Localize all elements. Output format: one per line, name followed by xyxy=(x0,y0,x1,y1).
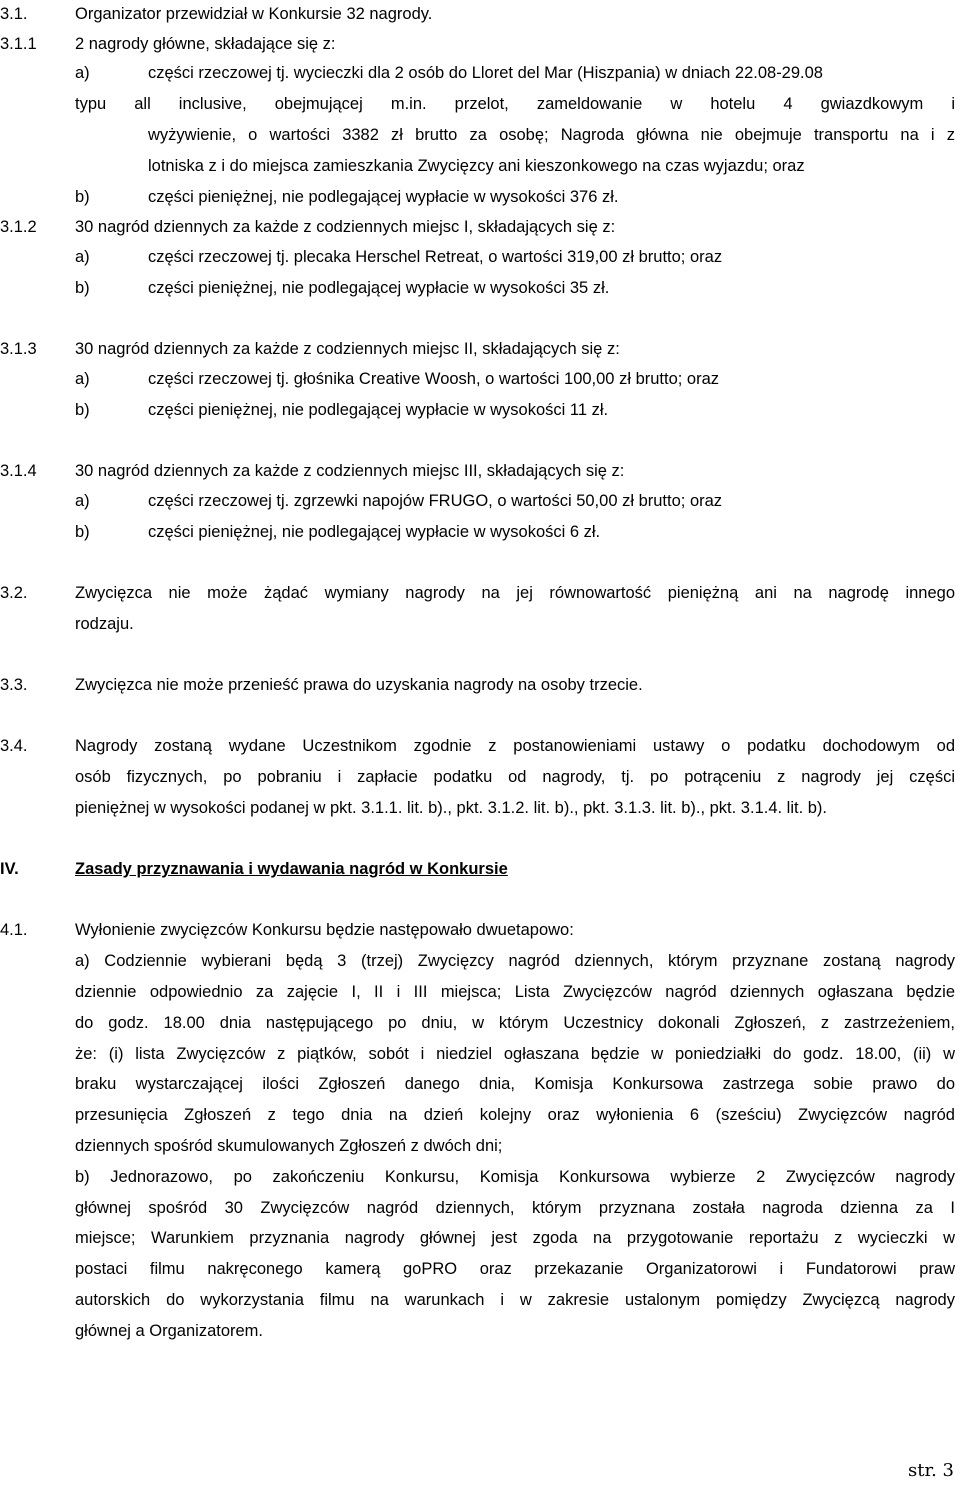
paragraph-line: części rzeczowej tj. wycieczki dla 2 osób do Lloret del Mar (Hiszpania) w dniach 22.08-29.08 xyxy=(148,64,823,82)
paragraph-line: części rzeczowej tj. plecaka Herschel Retreat, o wartości 319,00 zł brutto; oraz xyxy=(148,248,723,266)
paragraph-line: typu all inclusive, obejmującej m.in. przelot, zameldowanie w hotelu 4 gwiazdkowym i xyxy=(75,95,955,113)
paragraph-line: Nagrody zostaną wydane Uczestnikom zgodnie z postanowieniami ustawy o podatku dochodowym od xyxy=(75,737,955,755)
paragraph-line: części rzeczowej tj. głośnika Creative Woosh, o wartości 100,00 zł brutto; oraz xyxy=(148,370,720,388)
paragraph-line: braku wystarczającej ilości Zgłoszeń danego dnia, Komisja Konkursowa zastrzega sobie prawo do xyxy=(75,1075,955,1093)
paragraph-line: że: (i) lista Zwycięzców z piątków, sobót i niedziel ogłaszana będzie w poniedziałki do godz. 18.00, (ii) w xyxy=(75,1045,955,1063)
list-label: b) xyxy=(75,401,90,419)
list-label: a) xyxy=(75,248,90,266)
section-number: 3.1.2 xyxy=(0,218,37,236)
section-number: 3.1. xyxy=(0,5,28,23)
list-label: a) xyxy=(75,64,90,82)
paragraph-line: do godz. 18.00 dnia następującego po dniu, w którym Uczestnicy dokonali Zgłoszeń, z zastrzeżeniem, xyxy=(75,1014,955,1032)
list-label: b) xyxy=(75,188,90,206)
paragraph-line: Zwycięzca nie może żądać wymiany nagrody na jej równowartość pieniężną ani na nagrodę innego xyxy=(75,584,955,602)
chapter-number: IV. xyxy=(0,860,19,878)
chapter-title: Zasady przyznawania i wydawania nagród w Konkursie xyxy=(75,860,508,878)
paragraph-line: 30 nagród dziennych za każde z codziennych miejsc II, składających się z: xyxy=(75,340,620,358)
paragraph-line: głównej spośród 30 Zwycięzców nagród dziennych, którym przyznana została nagroda dzienna za I xyxy=(75,1199,955,1217)
paragraph-line: wyżywienie, o wartości 3382 zł brutto za osobę; Nagroda główna nie obejmuje transportu na i z xyxy=(148,126,955,144)
paragraph-line: b) Jednorazowo, po zakończeniu Konkursu, Komisja Konkursowa wybierze 2 Zwycięzców nagrody xyxy=(75,1168,955,1186)
paragraph-line: 2 nagrody główne, składające się z: xyxy=(75,35,336,53)
paragraph-line: części pieniężnej, nie podlegającej wypłacie w wysokości 6 zł. xyxy=(148,523,601,541)
paragraph-line: rodzaju. xyxy=(75,615,134,633)
section-number: 3.3. xyxy=(0,676,28,694)
paragraph-line: lotniska z i do miejsca zamieszkania Zwycięzcy ani kieszonkowego na czas wyjazdu; oraz xyxy=(148,157,805,175)
paragraph-line: dziennie odpowiednio za zajęcie I, II i III miejsca; Lista Zwycięzców nagród dziennych ogłaszana będzie xyxy=(75,983,955,1001)
paragraph-line: Zwycięzca nie może przenieść prawa do uzyskania nagrody na osoby trzecie. xyxy=(75,676,643,694)
paragraph-line: Wyłonienie zwycięzców Konkursu będzie następowało dwuetapowo: xyxy=(75,921,574,939)
paragraph-line: przesunięcia Zgłoszeń z tego dnia na dzień kolejny oraz wyłonienia 6 (sześciu) Zwycięzców nagród xyxy=(75,1106,955,1124)
paragraph-line: pieniężnej w wysokości podanej w pkt. 3.1.1. lit. b)., pkt. 3.1.2. lit. b)., pkt. 3.1.3. lit. b)., pkt. 3.1.4. lit. b). xyxy=(75,799,828,817)
paragraph-line: części pieniężnej, nie podlegającej wypłacie w wysokości 376 zł. xyxy=(148,188,619,206)
paragraph-line: postaci filmu nakręconego kamerą goPRO oraz przekazanie Organizatorowi i Fundatorowi praw xyxy=(75,1260,955,1278)
list-label: b) xyxy=(75,279,90,297)
paragraph-line: części rzeczowej tj. zgrzewki napojów FRUGO, o wartości 50,00 zł brutto; oraz xyxy=(148,492,723,510)
section-number: 3.4. xyxy=(0,737,28,755)
list-label: a) xyxy=(75,492,90,510)
paragraph-line: Organizator przewidział w Konkursie 32 nagrody. xyxy=(75,5,433,23)
section-number: 3.1.1 xyxy=(0,35,37,53)
paragraph-line: miejsce; Warunkiem przyznania nagrody głównej jest zgoda na przygotowanie reportażu z wycieczki w xyxy=(75,1229,955,1247)
paragraph-line: a) Codziennie wybierani będą 3 (trzej) Zwycięzcy nagród dziennych, którym przyznane zostaną nagrody xyxy=(75,952,955,970)
paragraph-line: 30 nagród dziennych za każde z codziennych miejsc I, składających się z: xyxy=(75,218,616,236)
section-number: 3.1.4 xyxy=(0,462,37,480)
paragraph-line: autorskich do wykorzystania filmu na warunkach i w zakresie ustalonym pomiędzy Zwycięzcą nagrody xyxy=(75,1291,955,1309)
paragraph-line: części pieniężnej, nie podlegającej wypłacie w wysokości 35 zł. xyxy=(148,279,610,297)
paragraph-line: 30 nagród dziennych za każde z codziennych miejsc III, składających się z: xyxy=(75,462,625,480)
section-number: 4.1. xyxy=(0,921,28,939)
section-number: 3.1.3 xyxy=(0,340,37,358)
list-label: b) xyxy=(75,523,90,541)
paragraph-line: osób fizycznych, po pobraniu i zapłacie podatku od nagrody, tj. po potrąceniu z nagrody jej części xyxy=(75,768,955,786)
list-label: a) xyxy=(75,370,90,388)
paragraph-line: dziennych spośród skumulowanych Zgłoszeń z dwóch dni; xyxy=(75,1137,503,1155)
paragraph-line: głównej a Organizatorem. xyxy=(75,1322,264,1340)
section-number: 3.2. xyxy=(0,584,28,602)
page-number: str. 3 xyxy=(908,1460,954,1481)
paragraph-line: części pieniężnej, nie podlegającej wypłacie w wysokości 11 zł. xyxy=(148,401,609,419)
